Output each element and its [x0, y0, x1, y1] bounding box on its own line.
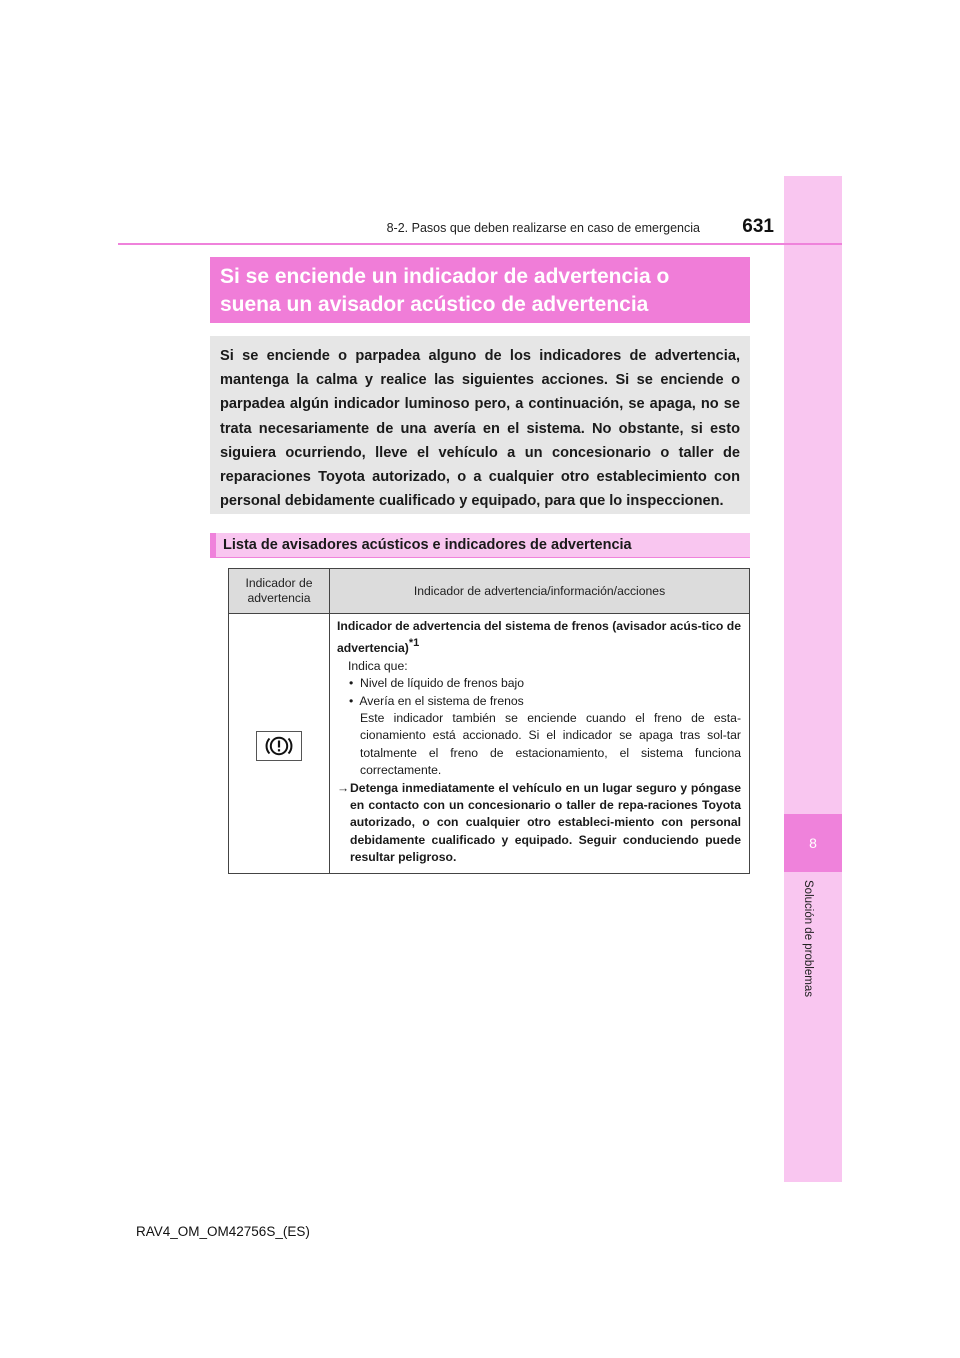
subheading	[210, 533, 750, 558]
description-cell	[330, 614, 750, 874]
page-title-line-1: Si se enciende un indicador de advertencia o	[220, 265, 670, 288]
document-code: RAV4_OM_OM42756S_(ES)	[136, 1224, 310, 1239]
table-header-indicator: Indicador de advertencia	[229, 569, 330, 614]
intro-paragraph: Si se enciende o parpadea alguno de los indicadores de advertencia, mantenga la calma y realice las siguientes acciones. Si se enciende o parpadea algún indicador luminoso pero, a continuación, se apaga, no se trata necesariamente de una avería en el sistema. No obstante, si esto siguiera ocurriendo, lleve el vehículo a un concesionario o taller de reparaciones Toyota autorizado, o a cualquier otro establecimiento con personal debidamente cualificado y equipado, para que lo inspeccionen.	[210, 336, 750, 514]
indicator-title	[337, 618, 741, 658]
table-row	[229, 614, 750, 874]
footnote-mark: *1	[408, 637, 420, 650]
table-header-row	[229, 569, 750, 614]
list-item: • Nivel de líquido de frenos bajo	[349, 676, 525, 691]
bullet-text: Nivel de líquido de frenos bajo	[360, 676, 525, 691]
indicates-label: Indica que:	[348, 658, 408, 673]
list-item: • Avería en el sistema de frenos	[349, 693, 524, 708]
chapter-number: 8	[784, 814, 842, 872]
action-text: Detenga inmediatamente el vehículo en un lugar seguro y póngase en contacto con un concesionario o taller de repa-raciones Toyota autorizado, o con cualquier otro estableci-miento con personal debidamente cualificado y equipado. Seguir conduciendo puede resultar peligroso.	[350, 780, 741, 865]
chapter-label: Solución de problemas	[802, 880, 814, 997]
header-rule	[118, 243, 842, 245]
page-title	[210, 257, 750, 323]
indicator-title-text: Indicador de advertencia del sistema de frenos (avisador acús-tico de advertencia)	[337, 619, 741, 656]
page-number: 631	[742, 216, 774, 237]
page-title-line-2: suena un avisador acústico de advertencia	[220, 293, 649, 316]
section-path: 8-2. Pasos que deben realizarse en caso de emergencia	[386, 221, 700, 235]
indicator-cell	[229, 614, 330, 874]
table-header-description: Indicador de advertencia/información/acciones	[330, 569, 750, 614]
indicator-note: Este indicador también se enciende cuando el freno de esta-cionamiento está accionado. Si el indicador se apaga tras sol-tar totalmente el freno de estacionamiento, el sistema funciona correctamente.	[360, 711, 741, 778]
arrow-icon: →	[337, 780, 350, 795]
brake-warning-icon-graphic	[257, 732, 301, 760]
bullet-text: Avería en el sistema de frenos	[359, 693, 524, 708]
subheading-text: Lista de avisadores acústicos e indicadores de advertencia	[223, 537, 632, 553]
brake-warning-icon	[256, 731, 302, 761]
subheading-bar	[210, 533, 216, 557]
action-instruction	[337, 780, 741, 867]
warning-table	[228, 568, 750, 874]
